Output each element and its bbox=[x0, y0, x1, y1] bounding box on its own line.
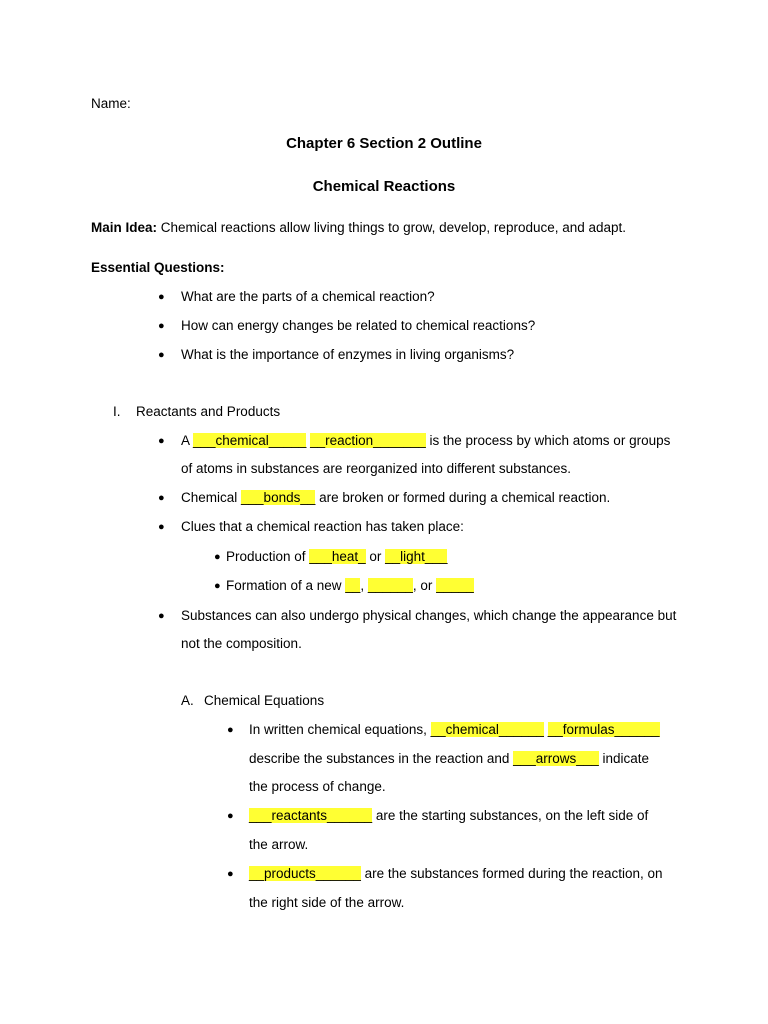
section-heading: Reactants and Products bbox=[136, 404, 281, 419]
equations-statement-end: the process of change. bbox=[249, 779, 386, 794]
subsection-heading: Chemical Equations bbox=[204, 693, 325, 708]
reaction-definition: A ___chemical_____ __reaction_______ is the process by which atoms or groups bbox=[181, 433, 671, 448]
blank-answer: ___chemical_____ bbox=[193, 433, 307, 448]
bullet-icon: ● bbox=[158, 521, 165, 533]
bonds-statement: Chemical ___bonds__ are broken or formed during a chemical reaction. bbox=[181, 490, 611, 505]
essential-questions-label: Essential Questions: bbox=[91, 260, 225, 275]
main-idea-text: Chemical reactions allow living things to grow, develop, reproduce, and adapt. bbox=[157, 220, 627, 235]
blank-answer: ___arrows___ bbox=[513, 751, 599, 766]
equations-statement-cont: describe the substances in the reaction and ___arrows___ indicate bbox=[249, 751, 650, 766]
products-statement: __products______ are the substances formed during the reaction, on bbox=[249, 866, 663, 881]
main-idea bbox=[91, 220, 626, 236]
clues-heading: Clues that a chemical reaction has taken place: bbox=[181, 519, 464, 534]
bullet-icon: ● bbox=[227, 868, 234, 880]
blank-answer: ___heat_ bbox=[309, 549, 366, 564]
main-idea-label: Main Idea: bbox=[91, 220, 158, 235]
bullet-icon: ● bbox=[158, 320, 165, 332]
blank-answer: _____ bbox=[436, 578, 474, 593]
blank-answer: ______ bbox=[367, 578, 413, 593]
bullet-icon: ● bbox=[158, 435, 165, 447]
blank-answer: __reaction_______ bbox=[310, 433, 426, 448]
section-numeral: I. bbox=[113, 404, 121, 419]
page-title: Chapter 6 Section 2 Outline bbox=[286, 135, 482, 152]
bullet-icon: ● bbox=[158, 492, 165, 504]
reactants-statement: ___reactants______ are the starting substances, on the left side of bbox=[249, 808, 649, 823]
name-label: Name: bbox=[91, 96, 131, 111]
physical-changes: Substances can also undergo physical changes, which change the appearance but bbox=[181, 608, 677, 623]
essential-question-1: What are the parts of a chemical reaction? bbox=[181, 289, 435, 304]
clue-formation: Formation of a new __, ______, or _____ bbox=[226, 578, 474, 593]
blank-answer: __ bbox=[345, 578, 361, 593]
bullet-icon: ● bbox=[227, 724, 234, 736]
clue-heat-light: Production of ___heat_ or __light___ bbox=[226, 549, 448, 564]
blank-answer: ___reactants______ bbox=[249, 808, 373, 823]
bullet-icon: ● bbox=[158, 610, 165, 622]
blank-answer: __chemical______ bbox=[430, 722, 544, 737]
physical-changes-cont: not the composition. bbox=[181, 636, 302, 651]
essential-question-3: What is the importance of enzymes in living organisms? bbox=[181, 347, 515, 362]
blank-answer: __formulas______ bbox=[547, 722, 660, 737]
bullet-icon: ● bbox=[214, 551, 221, 563]
bullet-icon: ● bbox=[158, 349, 165, 361]
blank-answer: __products______ bbox=[249, 866, 361, 881]
blank-answer: __light___ bbox=[385, 549, 448, 564]
page-subtitle: Chemical Reactions bbox=[312, 178, 456, 195]
subsection-letter: A. bbox=[181, 693, 194, 708]
bullet-icon: ● bbox=[227, 810, 234, 822]
bullet-icon: ● bbox=[158, 291, 165, 303]
essential-question-2: How can energy changes be related to chemical reactions? bbox=[181, 318, 536, 333]
bullet-icon: ● bbox=[214, 580, 221, 592]
equations-statement: In written chemical equations, __chemical______ __formulas______ bbox=[249, 722, 660, 737]
blank-answer: ___bonds__ bbox=[241, 490, 316, 505]
reaction-definition-cont: of atoms in substances are reorganized into different substances. bbox=[181, 461, 571, 476]
products-statement-cont: the right side of the arrow. bbox=[249, 895, 405, 910]
reactants-statement-cont: the arrow. bbox=[249, 837, 309, 852]
